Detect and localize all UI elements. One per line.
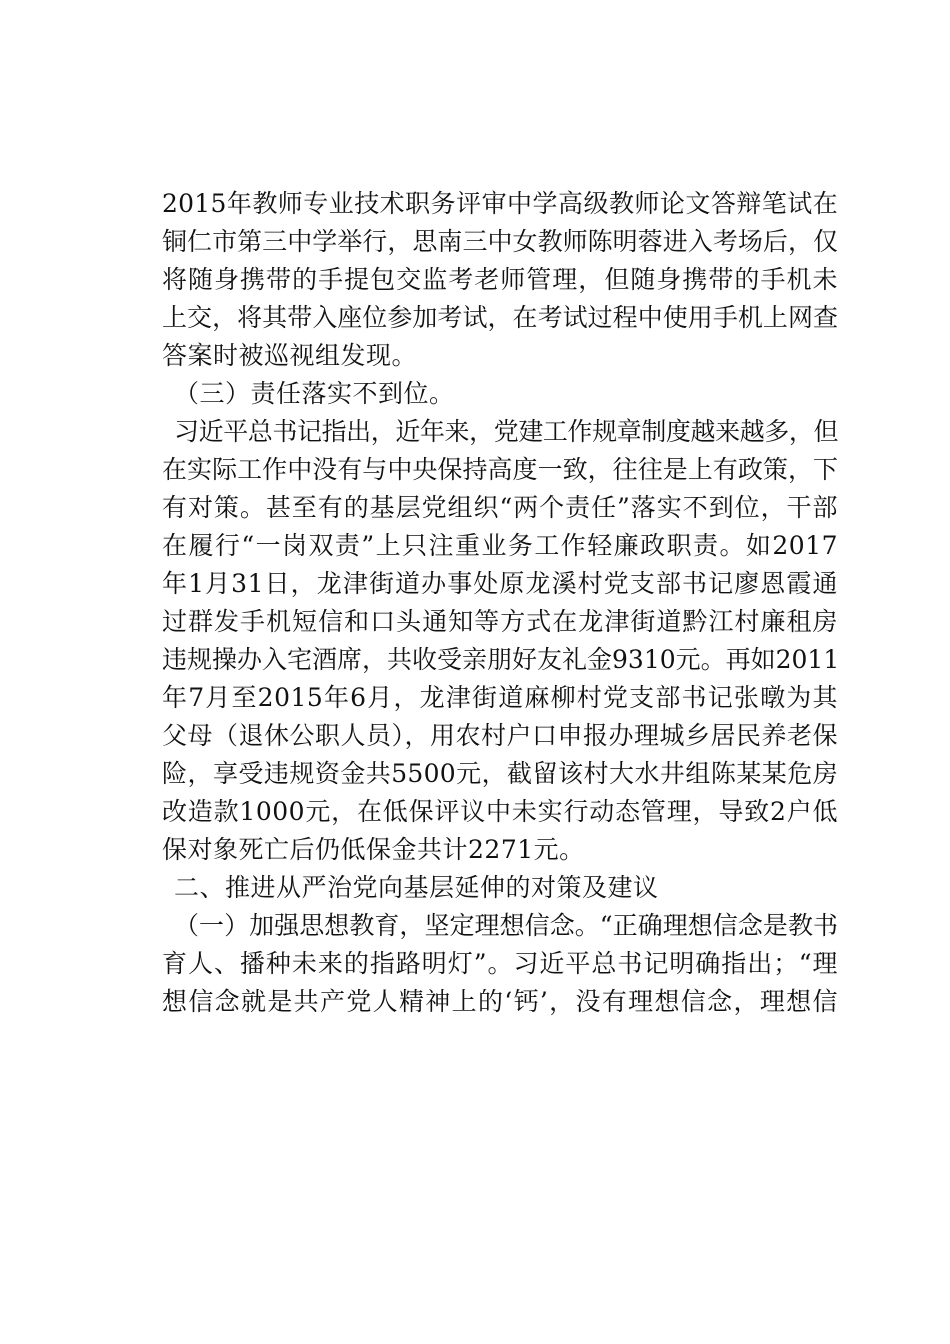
body-line: 父母（退休公职人员），用农村户口申报办理城乡居民养老保 — [162, 721, 839, 750]
body-line: 想信念就是共产党人精神上的‘钙’，没有理想信念，理想信 — [162, 987, 838, 1016]
body-line: 铜仁市第三中学举行，思南三中女教师陈明蓉进入考场后，仅 — [162, 227, 838, 256]
body-line: （一）加强思想教育，坚定理想信念。“正确理想信念是教书 — [174, 911, 838, 940]
body-line: 保对象死亡后仍低保金共计2271元。 — [162, 835, 585, 864]
body-line: 习近平总书记指出，近年来，党建工作规章制度越来越多，但 — [174, 417, 838, 446]
body-line: 育人、播种未来的指路明灯”。习近平总书记明确指出；“理 — [162, 949, 838, 978]
body-line: 在履行“一岗双责”上只注重业务工作轻廉政职责。如2017 — [162, 531, 838, 560]
body-line: 2015年教师专业技术职务评审中学高级教师论文答辩笔试在 — [162, 189, 838, 218]
body-line: 上交，将其带入座位参加考试，在考试过程中使用手机上网查 — [162, 303, 838, 332]
body-line: 将随身携带的手提包交监考老师管理，但随身携带的手机未 — [162, 265, 838, 294]
body-line: 过群发手机短信和口头通知等方式在龙津街道黔江村廉租房 — [162, 607, 838, 636]
body-line: 答案时被巡视组发现。 — [162, 341, 418, 370]
body-line: 有对策。甚至有的基层党组织“两个责任”落实不到位，干部 — [162, 493, 838, 522]
body-line: 在实际工作中没有与中央保持高度一致，往往是上有政策，下 — [162, 455, 838, 484]
document-body — [162, 185, 838, 1021]
body-line: 年7月至2015年6月，龙津街道麻柳村党支部书记张暾为其 — [162, 683, 838, 712]
body-line: 改造款1000元，在低保评议中未实行动态管理，导致2户低 — [162, 797, 838, 826]
section-heading: 二、推进从严治党向基层延伸的对策及建议 — [174, 873, 659, 902]
section-heading: （三）责任落实不到位。 — [174, 379, 455, 408]
body-line: 违规操办入宅酒席，共收受亲朋好友礼金9310元。再如2011 — [162, 645, 840, 674]
body-line: 年1月31日，龙津街道办事处原龙溪村党支部书记廖恩霞通 — [162, 569, 838, 598]
body-line: 险，享受违规资金共5500元，截留该村大水井组陈某某危房 — [162, 759, 838, 788]
